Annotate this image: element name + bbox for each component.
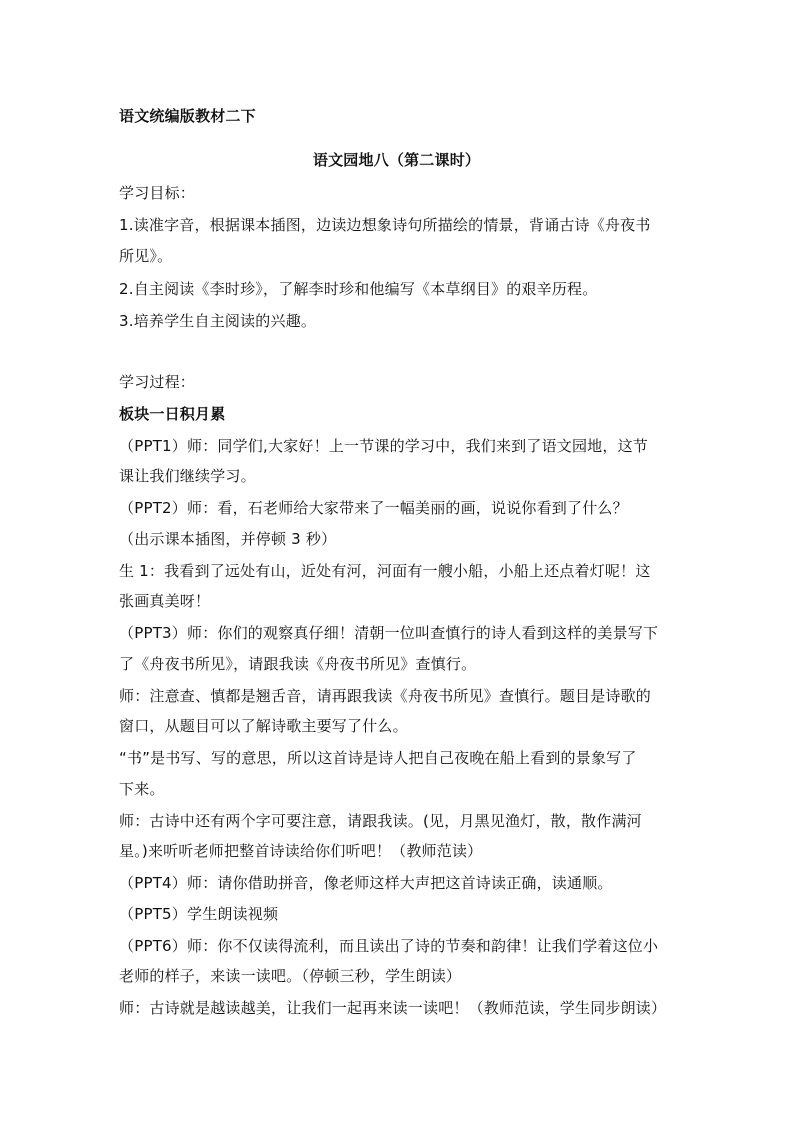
process-line: （出示课本插图，并停顿 3 秒） <box>119 530 337 548</box>
process-line: 师：古诗中还有两个字可要注意，请跟我读。(见，月黑见渔灯，散，散作满河 <box>119 812 642 830</box>
process-line: 张画真美呀！ <box>119 592 211 610</box>
objective-line: 3.培养学生自主阅读的兴趣。 <box>119 312 317 330</box>
objective-line: 2.自主阅读《李时珍》，了解李时珍和他编写《本草纲目》的艰辛历程。 <box>119 280 598 298</box>
process-line: 星。)来听听老师把整首诗读给你们听吧！（教师范读） <box>119 842 483 860</box>
process-line: （PPT5）学生朗读视频 <box>119 905 279 923</box>
lesson-title: 语文园地八（第二课时） <box>312 151 481 169</box>
process-line: 课让我们继续学习。 <box>119 467 256 485</box>
textbook-label: 语文统编版教材二下 <box>119 107 256 125</box>
process-heading: 学习过程： <box>119 373 196 391</box>
objective-line: 所见》。 <box>119 247 173 265</box>
process-line: 师：注意查、慎都是翘舌音，请再跟我读《舟夜书所见》查慎行。题目是诗歌的 <box>119 687 652 705</box>
process-line: （PPT2）师：看，石老师给大家带来了一幅美丽的画，说说你看到了什么？ <box>119 499 628 517</box>
process-line: 了《舟夜书所见》，请跟我读《舟夜书所见》查慎行。 <box>119 655 477 673</box>
process-line: 下来。 <box>119 780 165 798</box>
process-line: （PPT4）师：请你借助拼音，像老师这样大声把这首诗读正确，读通顺。 <box>119 874 613 892</box>
process-line: “书”是书写、写的意思，所以这首诗是诗人把自己夜晚在船上看到的景象写了 <box>119 749 637 767</box>
process-line: （PPT3）师：你们的观察真仔细！清朝一位叫查慎行的诗人看到这样的美景写下 <box>119 624 659 642</box>
section-title: 板块一日积月累 <box>119 405 226 423</box>
process-line: 生 1：我看到了远处有山，近处有河，河面有一艘小船，小船上还点着灯呢！这 <box>119 562 651 580</box>
process-line: 师：古诗就是越读越美，让我们一起再来读一读吧！（教师范读，学生同步朗读） <box>119 999 667 1017</box>
objectives-heading: 学习目标： <box>119 184 196 202</box>
process-line: （PPT6）师：你不仅读得流利，而且读出了诗的节奏和韵律！让我们学着这位小 <box>119 937 659 955</box>
objective-line: 1.读准字音，根据课本插图，边读边想象诗句所描绘的情景，背诵古诗《舟夜书 <box>119 216 651 234</box>
process-line: 老师的样子，来读一读吧。（停顿三秒，学生朗读） <box>119 967 462 985</box>
process-line: （PPT1）师：同学们,大家好！上一节课的学习中，我们来到了语文园地，这节 <box>119 437 648 455</box>
process-line: 窗口，从题目可以了解诗歌主要写了什么。 <box>119 717 408 735</box>
